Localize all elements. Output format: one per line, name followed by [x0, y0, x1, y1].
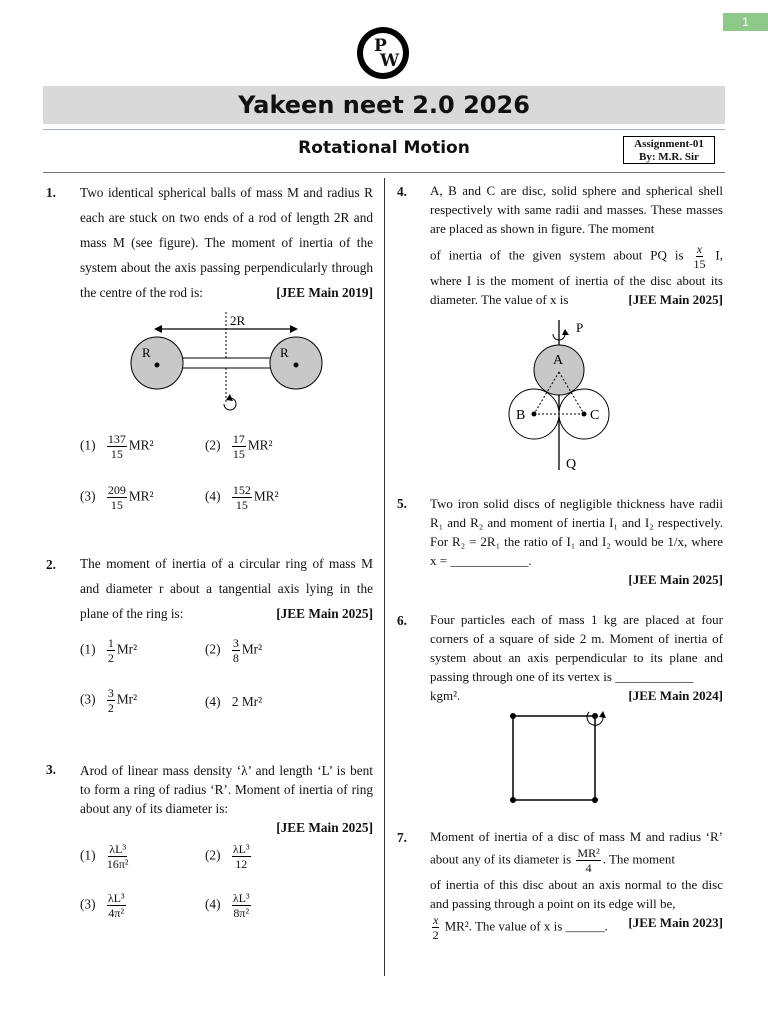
q7-body-2: of inertia of this disc about an axis normal to the disc and passing through a point on its edge will be,: [430, 877, 723, 911]
q6-particle-4: [592, 797, 598, 803]
q4-figure: [500, 318, 620, 478]
q4-text: A, B and C are disc, solid sphere and spherical shell respectively with same radii and masses. These masses are placed as shown in figure. The moment of inertia of the given system about PQ is $\frac{x}{15}$ I, where I is the moment of inertia of the disc about its diameter. The value of x is [JEE Main 2025]: [430, 183, 723, 307]
q4-label-p: P: [576, 320, 584, 335]
q7-text: Moment of inertia of a disc of mass M and radius ‘R’ about any of its diameter is $\frac{\text{MR²}}{4}$ . The moment of inertia of this disc about an axis normal to the disc and passing through a point on its edge will be, $\frac{x}{2}$ MR². The value of x is ______. [JEE Main 2023]: [430, 829, 723, 942]
assignment-author: By: M.R. Sir: [639, 151, 699, 163]
q1-option-4[interactable]: (4) $\frac{152}{15}$ MR²: [205, 483, 279, 512]
q4-tag: [JEE Main 2025]: [628, 292, 723, 307]
q7-fraction-2: $\frac{x}{2}$: [432, 913, 439, 942]
q1-figure: [120, 308, 340, 418]
q6-tag: [JEE Main 2024]: [628, 688, 723, 703]
q1-text: [80, 180, 373, 305]
q3-option-1[interactable]: (1) $\frac{\text{λL³}}{\text{16π²}}$: [80, 842, 129, 871]
q2-text: [80, 551, 373, 626]
logo-letter-w: W: [380, 51, 400, 71]
q1-option-1[interactable]: (1) $\frac{137}{15}$ MR²: [80, 432, 154, 461]
q4-fraction: $\frac{x}{15}$: [693, 242, 706, 271]
q1-option-2[interactable]: (2) $\frac{17}{15}$ MR²: [205, 432, 273, 461]
q6-square: [513, 716, 595, 800]
pw-logo: [357, 27, 409, 79]
q1-body: Two identical spherical balls of mass M and radius R each are stuck on two ends of a rod of length 2R and mass M (see figure). The moment of inertia of the system about the axis passing perpendicularly through the centre of the rod is:: [80, 185, 373, 300]
q2-tag: [JEE Main 2025]: [276, 606, 373, 621]
q4-point-c: [582, 412, 587, 417]
q3-text: [80, 761, 373, 837]
q1-ball-left-label: R: [142, 345, 151, 360]
q7-tag: [JEE Main 2023]: [628, 915, 723, 930]
q6-figure: [505, 706, 615, 806]
q4-rotation-head: [562, 329, 569, 335]
q4-label-q: Q: [566, 457, 577, 472]
q7-number: 7.: [397, 830, 407, 845]
q2-body: The moment of inertia of a circular ring of mass M and diameter r about a tangential axis lying in the plane of the ring is:: [80, 556, 373, 621]
q3-option-4[interactable]: (4) $\frac{\text{λL³}}{\text{8π²}}$: [205, 891, 250, 920]
q4-label-b: B: [516, 408, 526, 423]
q5-text: [430, 494, 723, 589]
q6-particle-3: [510, 797, 516, 803]
q7-body-3: MR². The value of x is ______.: [444, 918, 608, 934]
q2-option-2[interactable]: (2) $\frac{3}{8}$ Mr²: [205, 636, 263, 665]
header-divider-top: [43, 129, 725, 130]
q4-body-1: A, B and C are disc, solid sphere and spherical shell respectively with same radii and masses. These masses are placed as shown in figure. The moment: [430, 183, 723, 236]
q7-fraction-1: $\frac{\text{MR²}}{4}$: [577, 846, 600, 875]
q1-rod: [178, 358, 274, 368]
assignment-box: [623, 136, 715, 164]
q3-option-3[interactable]: (3) $\frac{\text{λL³}}{\text{4π²}}$: [80, 891, 125, 920]
q2-option-1[interactable]: (1) $\frac{1}{2}$ Mr²: [80, 636, 138, 665]
column-divider: [384, 178, 385, 976]
q5-number: 5.: [397, 496, 407, 511]
q1-ball-right-center: [294, 363, 299, 368]
q6-text: [430, 610, 723, 705]
q1-arrowhead-right: [290, 325, 298, 333]
q4-body-2: of inertia of the given system about PQ is: [430, 247, 684, 263]
q4-number: 4.: [397, 184, 407, 199]
subject-title: Rotational Motion: [298, 138, 470, 158]
q5-body: Two iron solid discs of negligible thickness have radii R₁ and R₂ and moment of inertia I₁ and I₂ respectively. For R₂ = 2R₁ the ratio of I₁ and I₂ would be 1/x, where x = ____________.: [430, 496, 723, 568]
q4-label-c: C: [590, 408, 600, 423]
q1-number: 1.: [46, 185, 56, 200]
logo-letter-p: P: [374, 36, 387, 56]
q1-ball-right-label: R: [280, 345, 289, 360]
q2-option-3[interactable]: (3) $\frac{3}{2}$ Mr²: [80, 686, 138, 715]
q6-body: Four particles each of mass 1 kg are placed at four corners of a square of side 2 m. Moment of inertia of system about an axis perpendicular to its plane and passing through one of its vertex is ____________: [430, 612, 723, 684]
q1-arrowhead-left: [154, 325, 162, 333]
q1-option-3[interactable]: (3) $\frac{209}{15}$ MR²: [80, 483, 154, 512]
assignment-label: Assignment-01: [634, 138, 704, 150]
q4-point-b: [532, 412, 537, 417]
q3-option-2[interactable]: (2) $\frac{\text{λL³}}{12}$: [205, 842, 250, 871]
q3-number: 3.: [46, 762, 56, 777]
q2-number: 2.: [46, 557, 56, 572]
q6-particle-1: [510, 713, 516, 719]
header-divider-bottom: [43, 172, 725, 173]
q6-rotation-head: [599, 711, 606, 718]
q5-tag: [JEE Main 2025]: [628, 572, 723, 587]
q3-body: Arod of linear mass density ‘λ’ and length ‘L’ is bent to form a ring of radius ‘R’. Moment of inertia of ring about any of its diameter is:: [80, 763, 373, 816]
q1-tag: [JEE Main 2019]: [276, 285, 373, 300]
q2-option-4[interactable]: (4) 2 Mr²: [205, 694, 263, 709]
q1-length-label: 2R: [230, 313, 246, 328]
q6-number: 6.: [397, 613, 407, 628]
q6-particle-2: [592, 713, 598, 719]
page-number: 1: [723, 13, 768, 31]
q4-body-3: where I is the moment of inertia of the disc about its diameter. The value of x is: [430, 273, 723, 307]
q3-tag: [JEE Main 2025]: [276, 820, 373, 835]
q4-label-a: A: [553, 353, 564, 368]
q6-unit: kgm².: [430, 688, 461, 703]
q1-ball-left-center: [155, 363, 160, 368]
page-title: Yakeen neet 2.0 2026: [43, 86, 725, 124]
q7-body-1: Moment of inertia of a disc of mass M and radius ‘R’ about any of its diameter is: [430, 829, 723, 867]
q1-rotation-head: [226, 394, 233, 401]
